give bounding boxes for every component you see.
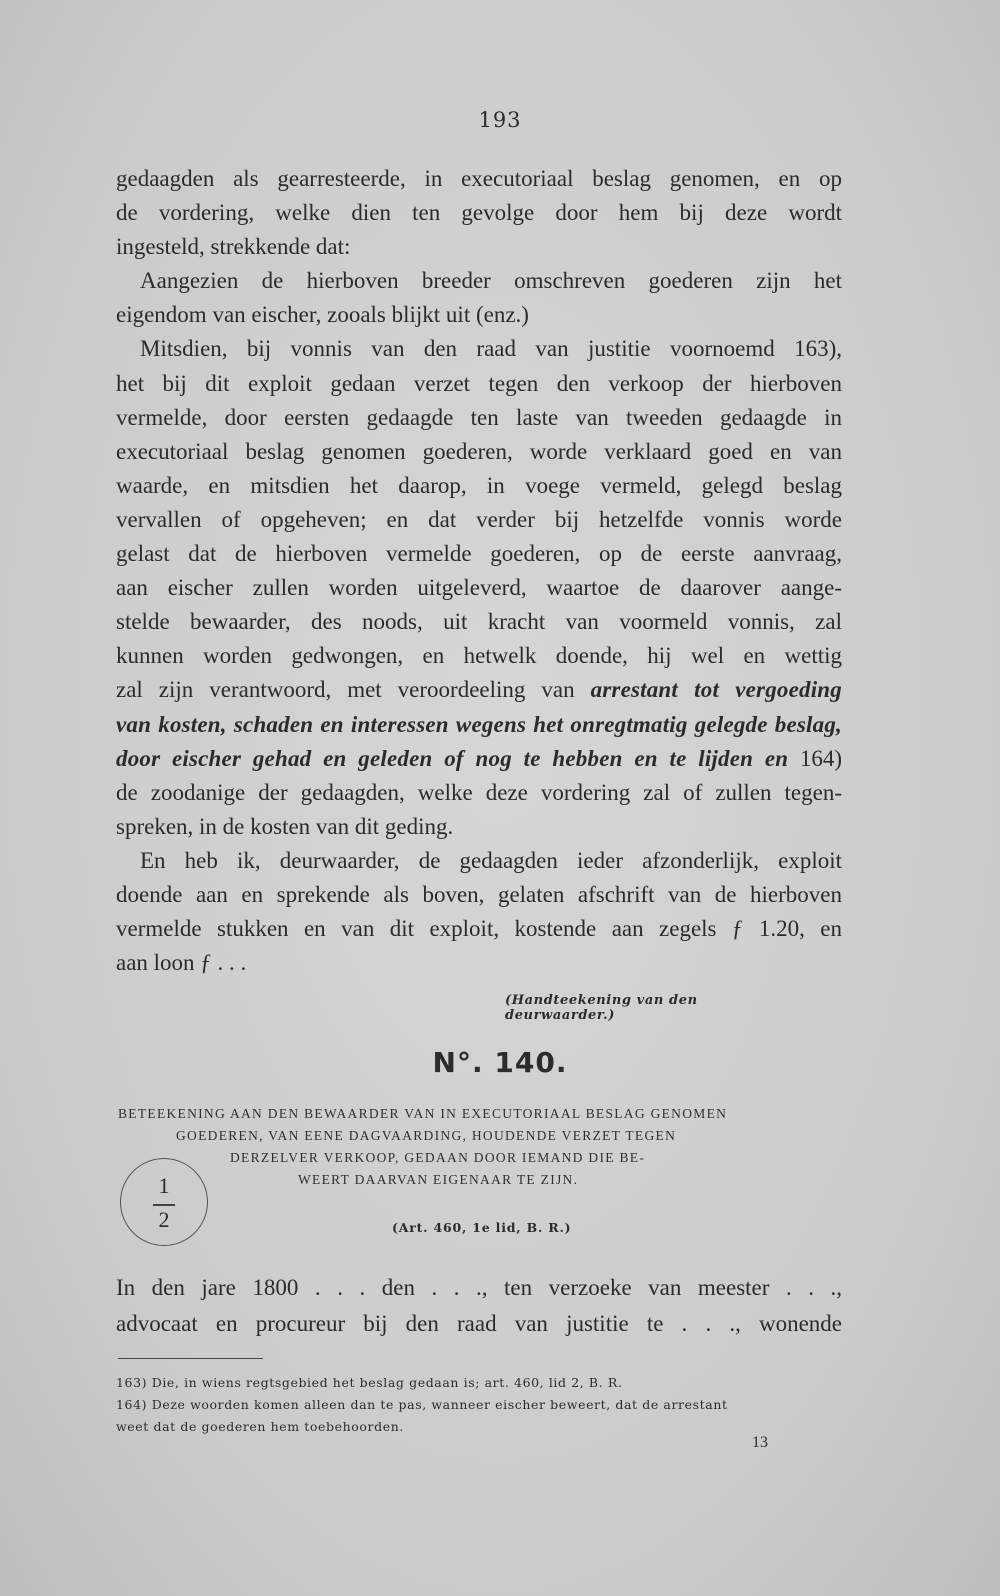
body-line: Mitsdien, bij vonnis van den raad van justitie voornoemd 163), — [140, 336, 842, 362]
body-text-second — [116, 1270, 842, 1342]
fraction-stamp — [120, 1158, 208, 1246]
body-line-italic: door eischer gehad en geleden of nog te hebben en te lijden en — [116, 745, 789, 771]
body-line: vermelde, door eersten gedaagde ten laste van tweeden gedaagde in — [116, 404, 842, 430]
body-line: eigendom van eischer, zooals blijkt uit (enz.) — [116, 302, 529, 328]
body-line: advocaat en procureur bij den raad van justitie te . . ., wonende — [116, 1311, 842, 1336]
body-line: aan loon ƒ . . . — [116, 950, 247, 976]
body-line: Aangezien de hierboven breeder omschreven goederen zijn het — [140, 268, 842, 294]
body-line: In den jare 1800 . . . den . . ., ten verzoeke van meester . . ., — [116, 1275, 842, 1300]
page-number: 193 — [478, 108, 522, 132]
body-line: executoriaal beslag genomen goederen, worde verklaard goed en van — [116, 438, 842, 464]
footnotes — [116, 1372, 846, 1438]
body-line-italic: van kosten, schaden en interessen wegens het onregtmatig gelegde beslag, — [116, 711, 842, 737]
body-line: de vordering, welke dien ten gevolge door hem bij deze wordt — [116, 200, 842, 226]
signature-note: (Handteekening van den deurwaarder.) — [505, 993, 698, 1023]
stamp-numerator: 1 — [158, 1173, 170, 1198]
body-line: spreken, in de kosten van dit geding. — [116, 813, 454, 839]
body-line: En heb ik, deurwaarder, de gedaagden ieder afzonderlijk, exploit — [140, 847, 842, 873]
document-number: N°. 140. — [432, 1046, 568, 1079]
body-line-mixed — [116, 673, 842, 707]
body-line: aan eischer zullen worden uitgeleverd, waartoe de daarover aange- — [116, 575, 842, 601]
body-line: vervallen of opgeheven; en dat verder bij hetzelfde vonnis worde — [116, 506, 842, 532]
body-line: gelast dat de hierboven vermelde goederen, op de eerste aanvraag, — [116, 541, 842, 567]
heading-line: WEERT DAARVAN EIGENAAR TE ZIJN. — [298, 1172, 579, 1187]
body-line-italic: arrestant tot vergoeding — [590, 677, 842, 703]
body-line-mixed — [116, 742, 842, 776]
body-line-plain: 164) — [788, 745, 842, 771]
body-line: vermelde stukken en van dit exploit, kostende aan zegels ƒ 1.20, en — [116, 916, 842, 942]
footnote: 164) Deze woorden komen alleen dan te pas, wanneer eischer beweert, dat de arrestant — [116, 1397, 728, 1412]
body-line: stelde bewaarder, des noods, uit kracht van voormeld vonnis, zal — [116, 609, 842, 635]
footnote: 163) Die, in wiens regtsgebied het beslag gedaan is; art. 460, lid 2, B. R. — [116, 1375, 623, 1390]
sheet-signature-mark: 13 — [752, 1434, 768, 1451]
heading-line: DERZELVER VERKOOP, GEDAAN DOOR IEMAND DIE BE- — [230, 1150, 646, 1165]
body-line: ingesteld, strekkende dat: — [116, 234, 351, 260]
body-line: gedaagden als gearresteerde, in executoriaal beslag genomen, en op — [116, 166, 842, 191]
body-text — [116, 162, 842, 980]
heading-line: GOEDEREN, VAN EENE DAGVAARDING, HOUDENDE VERZET TEGEN — [176, 1128, 677, 1143]
body-line: kunnen worden gedwongen, en hetwelk doende, hij wel en wettig — [116, 643, 842, 669]
stamp-fraction-bar — [153, 1204, 175, 1206]
body-line: het bij dit exploit gedaan verzet tegen den verkoop der hierboven — [116, 370, 842, 396]
footnote-rule — [118, 1358, 263, 1359]
body-line: de zoodanige der gedaagden, welke deze vordering zal of zullen tegen- — [116, 779, 842, 805]
body-line: doende aan en sprekende als boven, gelaten afschrift van de hierboven — [116, 881, 842, 907]
heading-line: BETEEKENING AAN DEN BEWAARDER VAN IN EXECUTORIAAL BESLAG GENOMEN — [118, 1106, 728, 1121]
stamp-denominator: 2 — [158, 1207, 170, 1232]
section-heading — [118, 1103, 848, 1191]
article-reference: (Art. 460, 1e lid, B. R.) — [392, 1220, 572, 1235]
body-line-plain: zal zijn verantwoord, met veroordeeling van — [116, 677, 591, 703]
footnote: weet dat de goederen hem toebehoorden. — [116, 1419, 404, 1434]
body-line: waarde, en mitsdien het daarop, in voege vermeld, gelegd beslag — [116, 472, 842, 498]
